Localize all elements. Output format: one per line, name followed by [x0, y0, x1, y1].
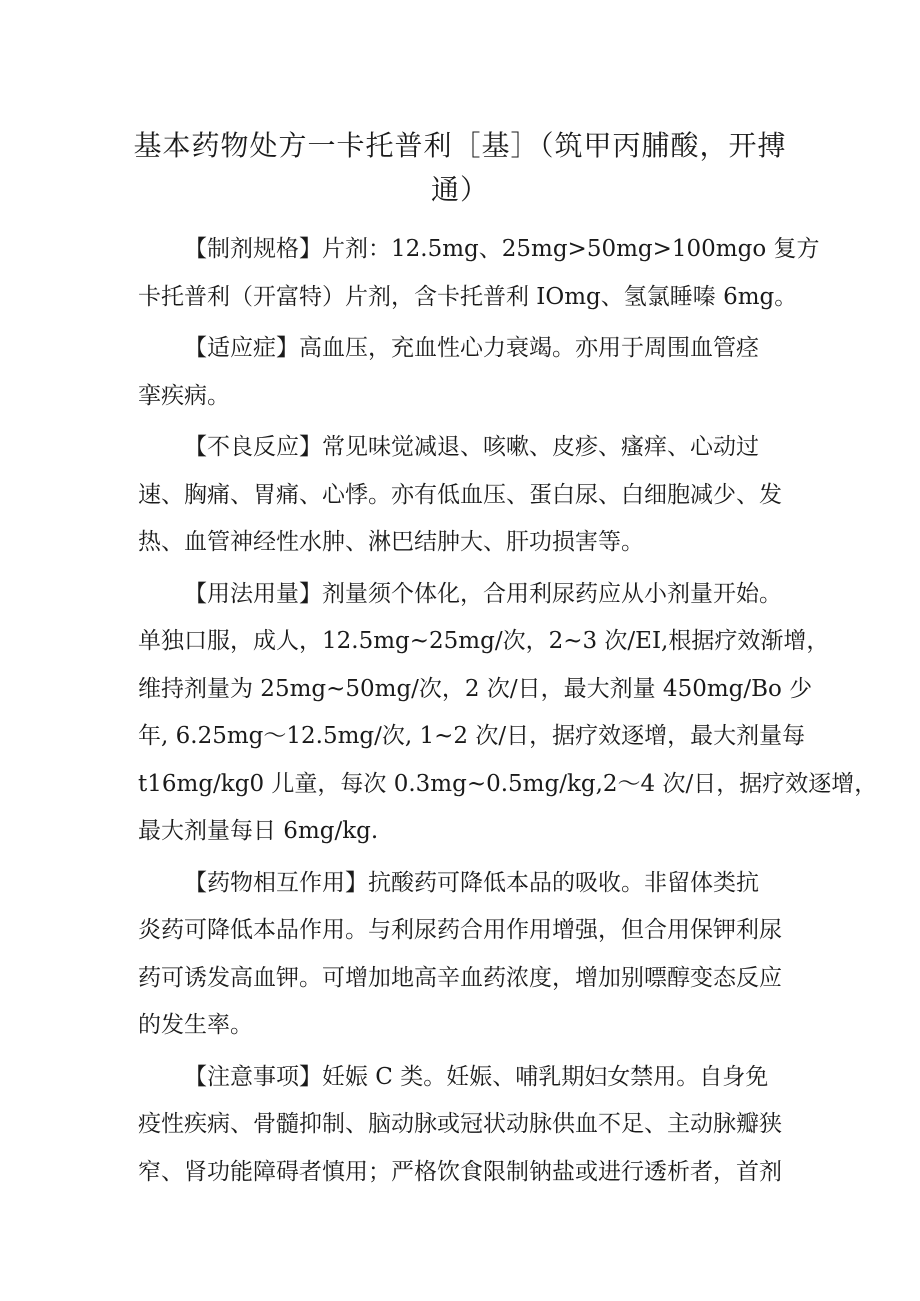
text-line: 【注意事项】妊娠 C 类。妊娠、哺乳期妇女禁用。自身免: [184, 1063, 769, 1090]
paragraph-drug-interactions: [138, 860, 788, 1050]
text-line: t16mg∕kg0 儿童，每次 0.3mg~0.5mg∕kg,2～4 次/日，据疗效逐增，: [138, 770, 878, 797]
text-line: 卡托普利（开富特）片剂，含卡托普利 IOmg、氢氯睡嗪 6mg。: [138, 283, 798, 310]
text-line: 炎药可降低本品作用。与利尿药合用作用增强，但合用保钾利尿: [138, 917, 782, 943]
text-line: 药可诱发高血钾。可增加地高辛血药浓度，增加别嘌醇变态反应: [138, 964, 782, 991]
text-line: 【不良反应】常见味觉减退、咳嗽、皮疹、瘙痒、心动过: [184, 434, 759, 460]
text-line: 疫性疾病、骨髓抑制、脑动脉或冠状动脉供血不足、主动脉瓣狭: [138, 1111, 782, 1137]
text-line: 【适应症】高血压，充血性心力衰竭。亦用于周围血管痉: [184, 335, 759, 361]
text-line: 窄、肾功能障碍者慎用；严格饮食限制钠盐或进行透析者，首剂: [138, 1158, 782, 1185]
paragraph-adverse-reactions: [138, 424, 788, 567]
text-line: 【用法用量】剂量须个体化，合用利尿药应从小剂量开始。: [184, 580, 782, 607]
text-line: 的发生率。: [138, 1012, 253, 1038]
document-body: [138, 226, 878, 1200]
text-line: 【药物相互作用】抗酸药可降低本品的吸收。非留体类抗: [184, 869, 759, 896]
paragraph-dosage: [138, 571, 878, 856]
text-line: 热、血管神经性水肿、淋巴结肿大、肝功损害等。: [138, 529, 644, 555]
document-title: [130, 124, 790, 212]
paragraph-indications: [138, 325, 788, 420]
text-line: 最大剂量每日 6mg∕kg.: [138, 818, 379, 844]
text-line: 单独口服，成人，12.5mg~25mg/次，2~3 次/EI,根据疗效渐增，: [138, 628, 830, 654]
text-line: 【制剂规格】片剂：12.5mg、25mg>50mg>100mgo 复方: [184, 236, 820, 262]
text-line: 年, 6.25mg～12.5mg∕次, 1~2 次/日，据疗效逐增，最大剂量每: [138, 723, 806, 749]
text-line: 速、胸痛、胃痛、心悸。亦有低血压、蛋白尿、白细胞减少、发: [138, 481, 782, 508]
title-line-1: 基本药物处方一卡托普利［基］（筑甲丙脯酸，开搏: [133, 129, 787, 162]
text-line: 挛疾病。: [138, 382, 230, 409]
paragraph-precautions: [138, 1054, 788, 1197]
title-line-2: 通）: [430, 173, 489, 206]
paragraph-formulation: [138, 226, 820, 321]
text-line: 维持剂量为 25mg~50mg/次，2 次/日，最大剂量 450mg∕Bo 少: [138, 675, 813, 702]
